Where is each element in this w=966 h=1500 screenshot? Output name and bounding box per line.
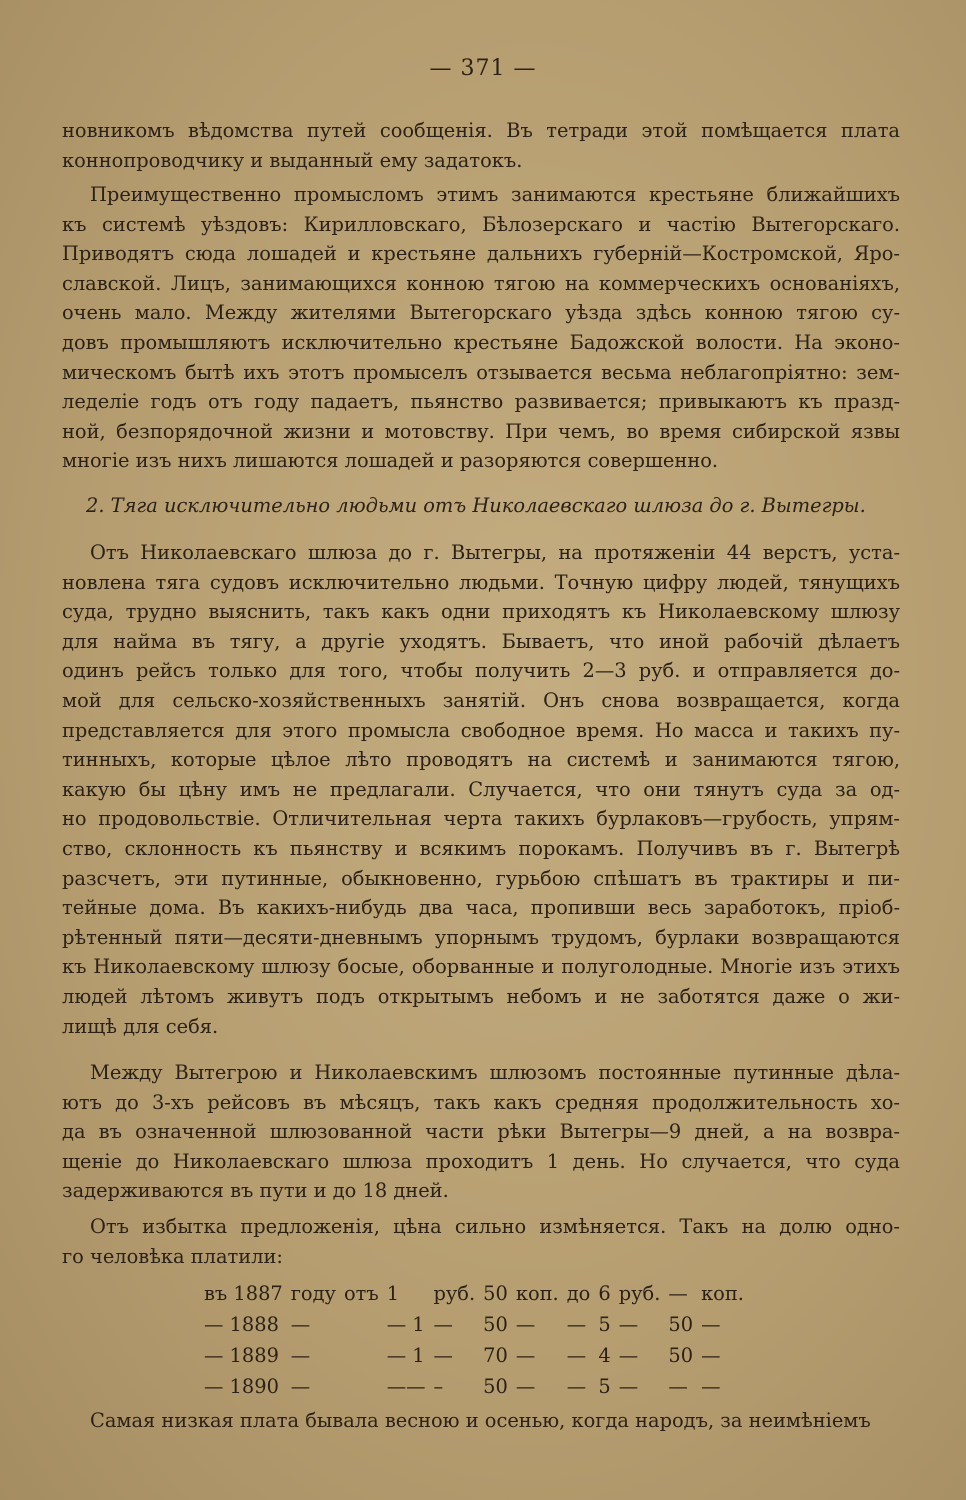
text-line: но продовольствіе. Отличительная черта такихъ бурлаковъ—грубость, упрям- bbox=[62, 807, 900, 831]
table-cell: — 1 bbox=[386, 1313, 425, 1336]
table-cell: — bbox=[668, 1282, 688, 1305]
table-cell: — bbox=[701, 1375, 721, 1398]
text-line: мическомъ бытѣ ихъ этотъ промыселъ отзывается весьма неблагопріятно: зем- bbox=[62, 360, 900, 384]
table-cell: руб. bbox=[433, 1282, 476, 1305]
text-line: многіе изъ нихъ лишаются лошадей и разоряются совершенно. bbox=[62, 449, 719, 473]
text-line: Отъ Николаевскаго шлюза до г. Вытегры, на протяженіи 44 верстъ, уста- bbox=[90, 541, 900, 564]
text-line: задерживаются въ пути и до 18 дней. bbox=[62, 1179, 449, 1203]
table-cell: 5 bbox=[598, 1375, 611, 1398]
text-line: коннопроводчику и выданный ему задатокъ. bbox=[62, 148, 523, 172]
table-cell: — bbox=[515, 1344, 536, 1367]
table-cell: — bbox=[290, 1313, 311, 1336]
table-cell: — 1888 bbox=[204, 1313, 279, 1336]
table-cell: — 1 bbox=[386, 1344, 425, 1367]
text-line: славской. Лицъ, занимающихся конною тягою на коммерческихъ основаніяхъ, bbox=[62, 271, 900, 295]
text-line: леделіе годъ отъ году падаетъ, пьянство развивается; привыкаютъ къ празд- bbox=[62, 390, 900, 414]
text-line: Самая низкая плата бывала весною и осенью, когда народъ, за неимѣніемъ bbox=[90, 1409, 871, 1432]
text-line: тейные дома. Въ какихъ-нибудь два часа, пропивши весь заработокъ, пріоб- bbox=[62, 896, 900, 920]
text-line: людей лѣтомъ живутъ подъ открытымъ небомъ и не заботятся даже о жи- bbox=[62, 984, 900, 1008]
text-line: къ Николаевскому шлюзу босые, оборванные и полуголодные. Многіе изъ этихъ bbox=[62, 955, 900, 979]
text-line: новлена тяга судовъ исключительно людьми. Точную цифру людей, тянущихъ bbox=[62, 570, 900, 594]
text-line: Приводятъ сюда лошадей и крестьяне дальнихъ губерній—Костромской, Яро- bbox=[62, 242, 900, 266]
table-cell: 50 bbox=[483, 1313, 508, 1336]
paragraph bbox=[62, 116, 900, 175]
text-line: довъ промышляютъ исключительно крестьяне Бадожской волости. На эконо- bbox=[62, 330, 900, 354]
table-cell: коп. bbox=[515, 1282, 559, 1305]
table-cell: — bbox=[566, 1375, 587, 1398]
table-cell: — 1890 bbox=[204, 1375, 279, 1398]
text-line: одинъ рейсъ только для того, чтобы получить 2—3 руб. и отправляется до- bbox=[62, 659, 900, 683]
text-line: ютъ до 3-хъ рейсовъ въ мѣсяцъ, такъ какъ средняя продолжительность хо- bbox=[62, 1090, 900, 1114]
table-cell: 5 bbox=[598, 1313, 611, 1336]
table-cell: — bbox=[515, 1313, 536, 1336]
text-line: мой для сельско-хозяйственныхъ занятій. Онъ снова возвращается, когда bbox=[62, 688, 900, 712]
table-cell: — bbox=[566, 1344, 587, 1367]
table-cell: 6 bbox=[598, 1282, 611, 1305]
table-cell: 4 bbox=[598, 1344, 611, 1367]
table-cell: — bbox=[618, 1344, 639, 1367]
table-cell: — bbox=[618, 1375, 639, 1398]
table-cell: —— bbox=[386, 1375, 426, 1398]
table-cell: — 1889 bbox=[204, 1344, 279, 1367]
table-cell: – bbox=[433, 1375, 444, 1398]
paragraph bbox=[62, 1058, 900, 1206]
table-cell: — bbox=[668, 1375, 688, 1398]
text-line: Между Вытегрою и Николаевскимъ шлюзомъ постоянные путинные дѣла- bbox=[90, 1061, 900, 1084]
table-cell: руб. bbox=[618, 1282, 661, 1305]
text-line: суда, трудно выяснить, такъ какъ одни приходятъ къ Николаевскому шлюзу bbox=[62, 600, 900, 624]
table-cell: — bbox=[515, 1375, 536, 1398]
table-cell: 50 bbox=[668, 1313, 694, 1336]
table-cell: — bbox=[566, 1313, 587, 1336]
table-cell: — bbox=[701, 1344, 721, 1367]
table-cell: — bbox=[290, 1344, 311, 1367]
table-cell: 50 bbox=[483, 1375, 508, 1398]
table-cell: 50 bbox=[668, 1344, 694, 1367]
text-line: для найма въ тягу, а другіе уходятъ. Бываетъ, что иной рабочій дѣлаетъ bbox=[62, 629, 900, 653]
text-line: го человѣка платили: bbox=[62, 1244, 283, 1268]
table-cell: — bbox=[701, 1313, 721, 1336]
text-line: щеніе до Николаевскаго шлюза проходитъ 1 день. Но случается, что суда bbox=[62, 1149, 900, 1173]
table-row bbox=[204, 1371, 752, 1402]
text-line: лищѣ для себя. bbox=[62, 1014, 219, 1038]
price-table bbox=[204, 1278, 752, 1402]
table-cell: — bbox=[290, 1375, 311, 1398]
table-cell: — bbox=[618, 1313, 639, 1336]
text-line: ной, безпорядочной жизни и мотовству. При чемъ, во время сибирской язвы bbox=[62, 419, 900, 443]
text-line: новникомъ вѣдомства путей сообщенія. Въ тетради этой помѣщается плата bbox=[62, 119, 900, 142]
text-line: рѣтенный пяти—десяти-дневнымъ упорнымъ трудомъ, бурлаки возвращаются bbox=[62, 925, 900, 949]
table-cell bbox=[344, 1309, 387, 1340]
text-line: ство, склонность къ пьянству и всякимъ порокамъ. Получивъ въ г. Вытегрѣ bbox=[62, 836, 900, 860]
table-row bbox=[204, 1278, 752, 1309]
text-line: представляется для этого промысла свободное время. Но масса и такихъ пу- bbox=[62, 718, 900, 742]
table-cell: году bbox=[290, 1282, 336, 1305]
table-cell: 50 bbox=[483, 1282, 508, 1305]
table-cell: въ 1887 bbox=[204, 1282, 283, 1305]
text-line: тинныхъ, которые цѣлое лѣто проводятъ на системѣ и занимаются тягою, bbox=[62, 748, 900, 772]
table-row bbox=[204, 1340, 752, 1371]
text-line: да въ означенной шлюзованной части рѣки Вытегры—9 дней, а на возвра- bbox=[62, 1120, 900, 1144]
text-line: Преимущественно промысломъ этимъ занимаются крестьяне ближайшихъ bbox=[90, 183, 900, 206]
table-cell bbox=[344, 1340, 387, 1371]
page-number: — 371 — bbox=[429, 56, 537, 81]
table-cell: — bbox=[433, 1344, 453, 1367]
paragraph bbox=[62, 1406, 900, 1436]
text-line: разсчетъ, эти путинные, обыкновенно, гурьбою спѣшатъ въ трактиры и пи- bbox=[62, 866, 900, 890]
section-heading: 2. Тяга исключительно людьми отъ Николаевскаго шлюза до г. Вытегры. bbox=[86, 494, 866, 517]
text-line: къ системѣ уѣздовъ: Кирилловскаго, Бѣлозерскаго и частію Вытегорскаго. bbox=[62, 212, 900, 236]
text-line: Отъ избытка предложенія, цѣна сильно измѣняется. Такъ на долю одно- bbox=[90, 1215, 900, 1238]
table-cell: отъ bbox=[343, 1282, 379, 1305]
text-line: очень мало. Между жителями Вытегорскаго уѣзда здѣсь конною тягою су- bbox=[62, 301, 900, 325]
table-cell: коп. bbox=[701, 1282, 744, 1305]
table-cell: 1 bbox=[386, 1282, 400, 1305]
table-cell: 70 bbox=[483, 1344, 508, 1367]
text-line: какую бы цѣну имъ не предлагали. Случается, что они тянутъ суда за од- bbox=[62, 777, 900, 801]
table-cell: до bbox=[566, 1282, 591, 1305]
table-row bbox=[204, 1309, 752, 1340]
table-cell bbox=[344, 1371, 387, 1402]
paragraph bbox=[62, 1212, 900, 1271]
paragraph bbox=[62, 538, 900, 1041]
paragraph bbox=[62, 180, 900, 476]
table-cell: — bbox=[433, 1313, 453, 1336]
